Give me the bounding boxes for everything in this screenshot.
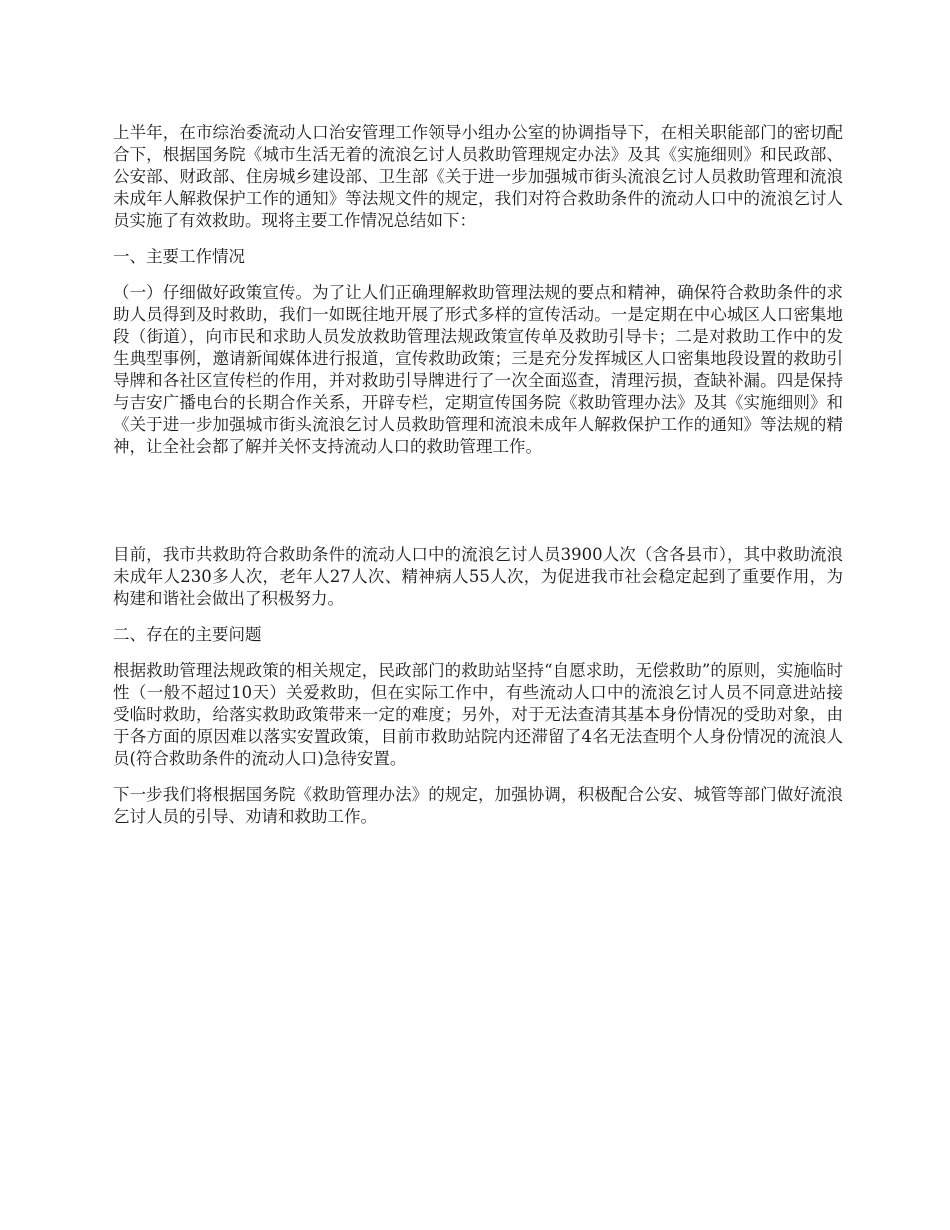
intro-paragraph: 上半年，在市综治委流动人口治安管理工作领导小组办公室的协调指导下，在相关职能部门的密切配合下，根据国务院《城市生活无着的流浪乞讨人员救助管理规定办法》及其《实施细则》和民政部、公安部、财政部、住房城乡建设部、卫生部《关于进一步加强城市街头流浪乞讨人员救助管理和流浪未成年人解救保护工作的通知》等法规文件的规定，我们对符合救助条件的流动人口中的流浪乞讨人员实施了有效救助。现将主要工作情况总结如下： [113, 123, 843, 230]
next-steps-paragraph: 下一步我们将根据国务院《救助管理办法》的规定，加强协调，积极配合公安、城管等部门做好流浪乞讨人员的引导、劝请和救助工作。 [113, 785, 843, 826]
section-heading-main-problems: 二、存在的主要问题 [113, 625, 262, 644]
section-heading-main-work: 一、主要工作情况 [113, 247, 245, 266]
rescue-statistics-paragraph: 目前，我市共救助符合救助条件的流动人口中的流浪乞讨人员3900人次（含各县市），其中救助流浪未成年人230多人次，老年人27人次、精神病人55人次，为促进我市社会稳定起到了重要作用，为构建和谐社会做出了积极努力。 [113, 545, 843, 608]
problems-paragraph: 根据救助管理法规政策的相关规定，民政部门的救助站坚持“自愿求助，无偿救助”的原则，实施临时性（一般不超过10天）关爱救助，但在实际工作中，有些流动人口中的流浪乞讨人员不同意进站接受临时救助，给落实救助政策带来一定的难度；另外，对于无法查清其基本身份情况的受助对象，由于各方面的原因难以落实安置政策，目前市救助站院内还滞留了4名无法查明个人身份情况的流浪人员(符合救助条件的流动人口)急待安置。 [113, 661, 843, 768]
document-body [113, 122, 843, 828]
policy-publicity-paragraph: （一）仔细做好政策宣传。为了让人们正确理解救助管理法规的要点和精神，确保符合救助条件的求助人员得到及时救助，我们一如既往地开展了形式多样的宣传活动。一是定期在中心城区人口密集地段（街道），向市民和求助人员发放救助管理法规政策宣传单及救助引导卡；二是对救助工作中的发生典型事例，邀请新闻媒体进行报道，宣传救助政策；三是充分发挥城区人口密集地段设置的救助引导牌和各社区宣传栏的作用，并对救助引导牌进行了一次全面巡查，清理污损，查缺补漏。四是保持与吉安广播电台的长期合作关系，开辟专栏，定期宣传国务院《救助管理办法》及其《实施细则》和《关于进一步加强城市街头流浪乞讨人员救助管理和流浪未成年人解救保护工作的通知》等法规的精神，让全社会都了解并关怀支持流动人口的救助管理工作。 [113, 283, 843, 456]
